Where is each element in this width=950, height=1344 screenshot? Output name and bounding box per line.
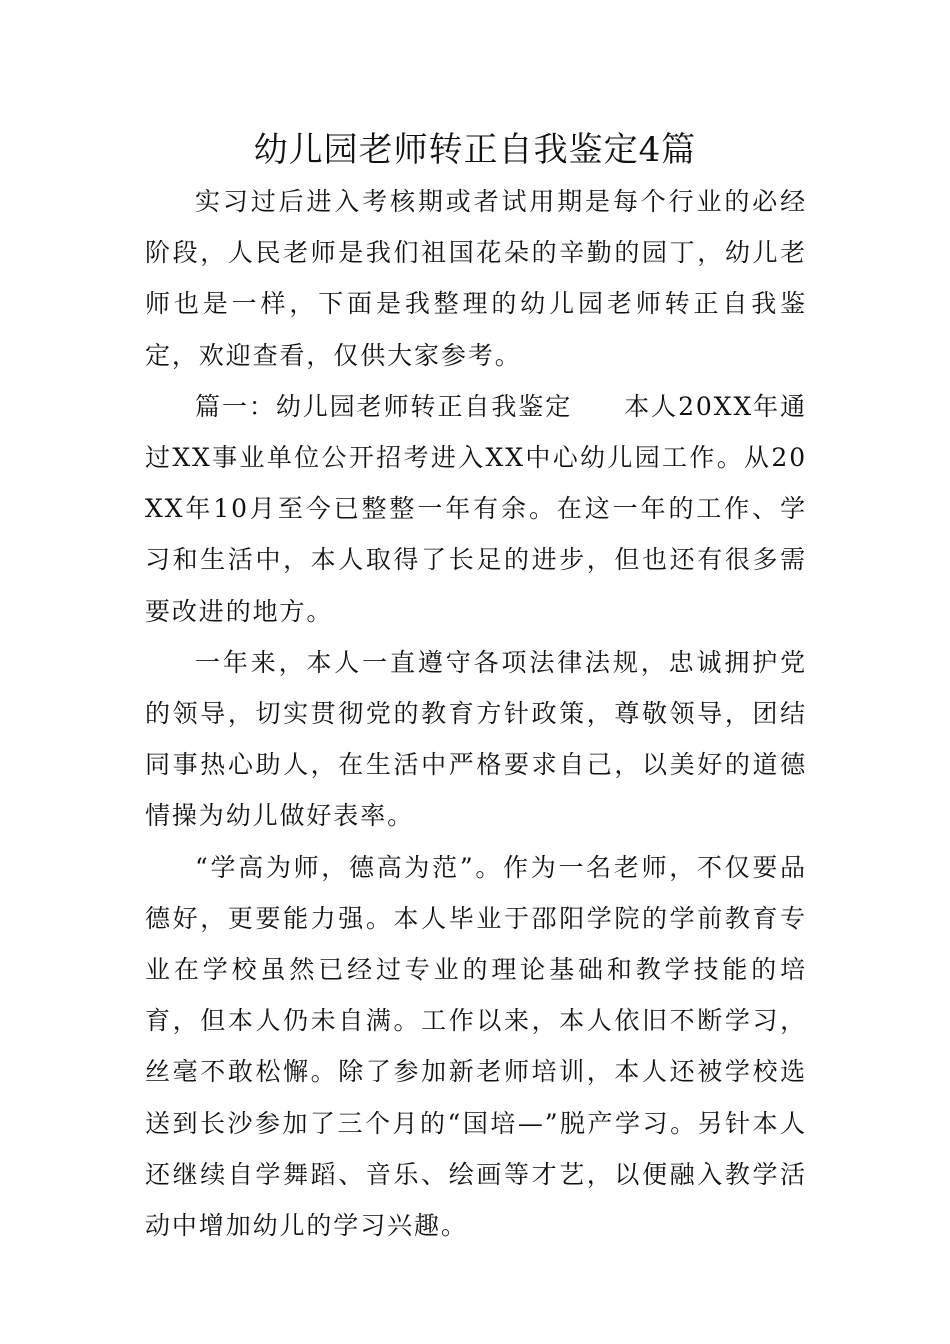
intro-paragraph: 实习过后进入考核期或者试用期是每个行业的必经阶段，人民老师是我们祖国花朵的辛勤的园丁，幼儿老师也是一样，下面是我整理的幼儿园老师转正自我鉴定，欢迎查看，仅供大家参考。 (145, 187, 807, 370)
section-heading: 篇一：幼儿园老师转正自我鉴定 (195, 391, 573, 421)
body-paragraph-learning: “学高为师，德高为范”。作为一名老师，不仅要品德好，更要能力强。本人毕业于邵阳学院的学前教育专业在学校虽然已经过专业的理论基础和教学技能的培育，但本人仍未自满。工作以来，本人依旧不断学习，丝毫不敢松懈。除了参加新老师培训，本人还被学校选送到长沙参加了三个月的“国培—”脱产学习。另针本人还继续自学舞蹈、音乐、绘画等才艺，以便融入教学活动中增加幼儿的学习兴趣。 (145, 852, 807, 1241)
section-first-text: 本人20XX年通过XX事业单位公开招考进入XX中心幼儿园工作。从20XX年10月至今已整整一年有余。在这一年的工作、学习和生活中，本人取得了长足的进步，但也还有很多需要改进的地方。 (145, 391, 808, 626)
section-one-paragraph (145, 381, 807, 637)
document-title: 幼儿园老师转正自我鉴定4篇 (253, 130, 697, 170)
document-body (145, 176, 807, 1251)
body-paragraph-conduct: 一年来，本人一直遵守各项法律法规，忠诚拥护党的领导，切实贯彻党的教育方针政策，尊敬领导，团结同事热心助人，在生活中严格要求自己，以美好的道德情操为幼儿做好表率。 (145, 647, 807, 831)
